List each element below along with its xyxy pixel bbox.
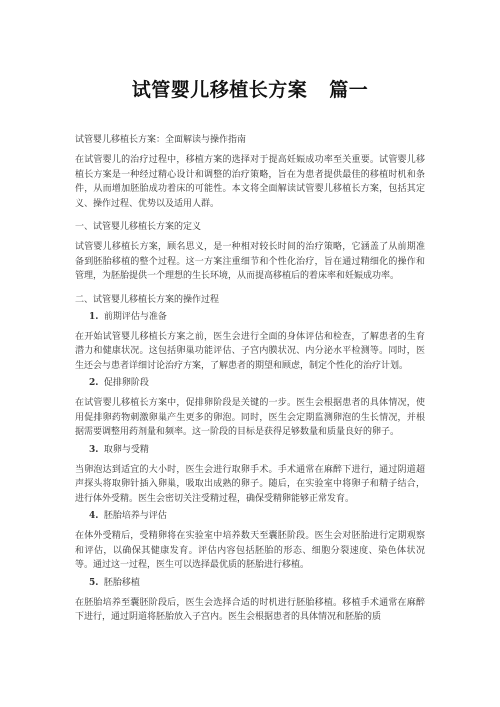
section-heading-process: 二、试管婴儿移植长方案的操作过程 <box>75 294 220 305</box>
step-number: 5. <box>89 577 99 588</box>
document-page <box>75 0 425 625</box>
definition-paragraph: 试管婴儿移植长方案，顾名思义，是一种相对较长时间的治疗策略，它涵盖了从前期准备到胚胎移植的整个过程。这一方案注重细节和个性化治疗，旨在通过精细化的操作和管理，为胚胎提供一个理想的生长环境，从而提高移植后的着床率和妊娠成功率。 <box>75 242 425 281</box>
section-heading-definition: 一、试管婴儿移植长方案的定义 <box>75 222 202 232</box>
step-paragraph-2: 在试管婴儿移植长方案中，促排卵阶段是关键的一步。医生会根据患者的具体情况，使用促排卵药物刺激卵巢产生更多的卵泡。同时，医生会定期监测卵泡的生长情况，并根据需要调整用药剂量和频率。这一阶段的目标是获得足够数量和质量良好的卵子。 <box>75 398 425 437</box>
step-title: 胚胎培养与评估 <box>103 511 167 521</box>
step-heading-2 <box>75 376 425 390</box>
step-title: 取卵与受精 <box>103 444 149 455</box>
title-main: 试管婴儿移植长方案 <box>131 79 308 101</box>
document-subtitle: 试管婴儿移植长方案：全面解读与操作指南 <box>75 135 247 145</box>
step-title: 胚胎移植 <box>103 577 140 588</box>
document-title <box>75 77 425 103</box>
step-heading-4 <box>75 509 425 523</box>
step-paragraph-5: 在胚胎培养至囊胚阶段后，医生会选择合适的时机进行胚胎移植。移植手术通常在麻醉下进行，通过阴道将胚胎放入子宫内。医生会根据患者的具体情况和胚胎的质 <box>75 597 425 622</box>
step-heading-1 <box>75 310 425 324</box>
step-number: 2. <box>89 378 99 388</box>
step-paragraph-1: 在开始试管婴儿移植长方案之前，医生会进行全面的身体评估和检查，了解患者的生育潜力和健康状况。这包括卵巢功能评估、子宫内膜状况、内分泌水平检测等。同时，医生还会与患者详细讨论治疗方案，了解患者的期望和顾虑，制定个性化的治疗计划。 <box>75 331 425 371</box>
step-number: 4. <box>89 511 99 521</box>
step-number: 1. <box>89 311 99 322</box>
step-heading-5 <box>75 576 425 590</box>
title-suffix: 篇一 <box>329 79 369 101</box>
step-number: 3. <box>89 444 99 455</box>
step-paragraph-3: 当卵泡达到适宜的大小时，医生会进行取卵手术。手术通常在麻醉下进行，通过阴道超声探头将取卵针插入卵巢，吸取出成熟的卵子。随后，在实验室中将卵子和精子结合，进行体外受精。医生会密切关注受精过程，确保受精卵能够正常发育。 <box>75 464 425 504</box>
step-paragraph-4: 在体外受精后，受精卵将在实验室中培养数天至囊胚阶段。医生会对胚胎进行定期观察和评估，以确保其健康发育。评估内容包括胚胎的形态、细胞分裂速度、染色体状况等。通过这一过程，医生可以选择最优质的胚胎进行移植。 <box>75 531 425 570</box>
step-title: 促排卵阶段 <box>103 378 149 388</box>
step-heading-3 <box>75 443 425 457</box>
intro-paragraph: 在试管婴儿的治疗过程中，移植方案的选择对于提高妊娠成功率至关重要。试管婴儿移植长方案是一种经过精心设计和调整的治疗策略，旨在为患者提供最佳的移植时机和条件，从而增加胚胎成功着床的可能性。本文将全面解读试管婴儿移植长方案，包括其定义、操作过程、优势以及适用人群。 <box>75 155 425 209</box>
step-title: 前期评估与准备 <box>103 311 167 322</box>
